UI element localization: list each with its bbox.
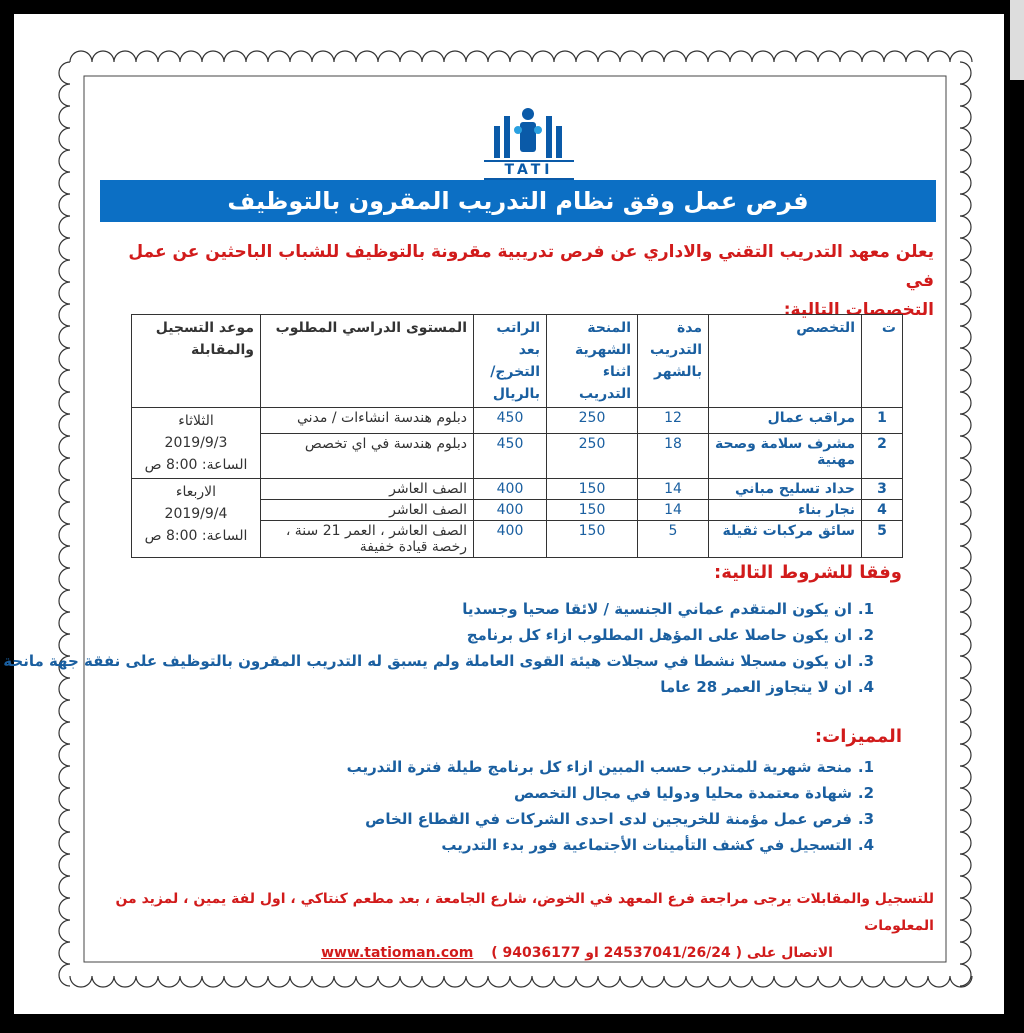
row-duration: 12 — [638, 408, 709, 434]
row-duration: 5 — [638, 521, 709, 558]
row-num: 5 — [862, 521, 903, 558]
footer-line-1: للتسجيل والمقابلات يرجى مراجعة فرع المعهد في الخوض، شارع الجامعة ، بعد مطعم كنتاكي ، اول لفة يمين ، لمزيد من المعلومات — [115, 891, 934, 934]
phone-numbers: الاتصال على ( 24537041/26/24 او 94036177 ) — [491, 945, 833, 961]
table-row — [132, 408, 903, 434]
header-num: ت — [862, 315, 903, 408]
poster-page — [3, 14, 1004, 1014]
row-specialization: مراقب عمال — [709, 408, 862, 434]
row-duration: 18 — [638, 433, 709, 478]
table-row — [132, 479, 903, 500]
list-item — [3, 622, 874, 648]
header-education: المستوى الدراسي المطلوب — [261, 315, 474, 408]
item-text: منحة شهرية للمتدرب حسب المبين ازاء كل برنامج طيلة فترة التدريب — [346, 758, 852, 776]
benefits-title: المميزات: — [814, 726, 902, 747]
row-salary: 450 — [474, 408, 547, 434]
logo-figures-icon — [484, 100, 574, 162]
row-salary: 400 — [474, 479, 547, 500]
intro-text — [124, 238, 934, 325]
row-education: الصف العاشر — [261, 500, 474, 521]
footer-line-2 — [100, 940, 934, 967]
row-specialization: مشرف سلامة وصحة مهنية — [709, 433, 862, 478]
row-education: دبلوم هندسة في اي تخصص — [261, 433, 474, 478]
row-stipend: 150 — [547, 500, 638, 521]
scrollbar[interactable] — [1010, 0, 1024, 80]
benefits-list — [347, 754, 874, 858]
row-num: 4 — [862, 500, 903, 521]
list-item — [347, 780, 874, 806]
row-num: 1 — [862, 408, 903, 434]
item-number: 2. — [857, 784, 874, 802]
row-num: 2 — [862, 433, 903, 478]
item-number: 4. — [857, 678, 874, 696]
intro-line-2: التخصصات التالية: — [783, 300, 934, 320]
website-link[interactable]: www.tatioman.com — [321, 945, 474, 961]
list-item — [3, 648, 874, 674]
row-specialization: حداد تسليح مباني — [709, 479, 862, 500]
jobs-table — [131, 314, 903, 558]
row-specialization: سائق مركبات ثقيلة — [709, 521, 862, 558]
schedule-day: الثلاثاء — [178, 413, 214, 429]
tati-logo — [484, 100, 574, 180]
item-text: التسجيل في كشف التأمينات الأجتماعية فور بدء التدريب — [441, 836, 852, 854]
row-stipend: 250 — [547, 408, 638, 434]
header-registration: موعد التسجيل والمقابلة — [132, 315, 261, 408]
header-stipend: المنحة الشهرية اثناء التدريب — [547, 315, 638, 408]
header-specialization: التخصص — [709, 315, 862, 408]
schedule-date: 2019/9/4 — [164, 506, 228, 522]
table-header-row — [132, 315, 903, 408]
item-text: شهادة معتمدة محليا ودوليا في مجال التخصص — [513, 784, 852, 802]
schedule-cell-1 — [132, 408, 261, 479]
item-text: ان يكون حاصلا على المؤهل المطلوب ازاء كل برنامج — [466, 626, 852, 644]
schedule-time: الساعة: 8:00 ص — [144, 528, 248, 544]
item-text: ان لا يتجاوز العمر 28 عاما — [660, 678, 852, 696]
item-number: 2. — [857, 626, 874, 644]
schedule-time: الساعة: 8:00 ص — [144, 457, 248, 473]
item-text: فرص عمل مؤمنة للخريجين لدى احدى الشركات في القطاع الخاص — [365, 810, 852, 828]
row-salary: 400 — [474, 500, 547, 521]
conditions-list — [3, 596, 874, 700]
header-salary: الراتب بعد التخرج/ بالريال — [474, 315, 547, 408]
row-education: الصف العاشر — [261, 479, 474, 500]
row-duration: 14 — [638, 500, 709, 521]
item-number: 4. — [857, 836, 874, 854]
row-stipend: 150 — [547, 479, 638, 500]
row-salary: 450 — [474, 433, 547, 478]
item-number: 1. — [857, 600, 874, 618]
row-duration: 14 — [638, 479, 709, 500]
row-stipend: 250 — [547, 433, 638, 478]
schedule-cell-2 — [132, 479, 261, 558]
page-title: فرص عمل وفق نظام التدريب المقرون بالتوظيف — [100, 180, 936, 222]
item-text: ان يكون مسجلا نشطا في سجلات هيئة القوى العاملة ولم يسبق له التدريب المقرون بالتوظيف على نفقة جهة مانحة — [3, 652, 852, 670]
schedule-day: الاربعاء — [175, 484, 217, 500]
intro-line-1: يعلن معهد التدريب التقني والاداري عن فرص تدريبية مقرونة بالتوظيف للشباب الباحثين عن عمل في — [128, 242, 934, 291]
list-item — [347, 832, 874, 858]
item-number: 3. — [857, 652, 874, 670]
footer-contact — [100, 886, 934, 967]
item-number: 1. — [857, 758, 874, 776]
schedule-date: 2019/9/3 — [164, 435, 228, 451]
logo-text: TATI — [484, 160, 574, 180]
conditions-title: وفقا للشروط التالية: — [714, 562, 902, 583]
row-education: الصف العاشر ، العمر 21 سنة ، رخصة قيادة خفيفة — [261, 521, 474, 558]
row-salary: 400 — [474, 521, 547, 558]
row-num: 3 — [862, 479, 903, 500]
list-item — [3, 596, 874, 622]
header-duration: مدة التدريب بالشهر — [638, 315, 709, 408]
row-stipend: 150 — [547, 521, 638, 558]
item-number: 3. — [857, 810, 874, 828]
list-item — [347, 754, 874, 780]
row-specialization: نجار بناء — [709, 500, 862, 521]
row-education: دبلوم هندسة انشاءات / مدني — [261, 408, 474, 434]
list-item — [347, 806, 874, 832]
item-text: ان يكون المتقدم عماني الجنسية / لائقا صحيا وجسديا — [462, 600, 852, 618]
list-item — [3, 674, 874, 700]
